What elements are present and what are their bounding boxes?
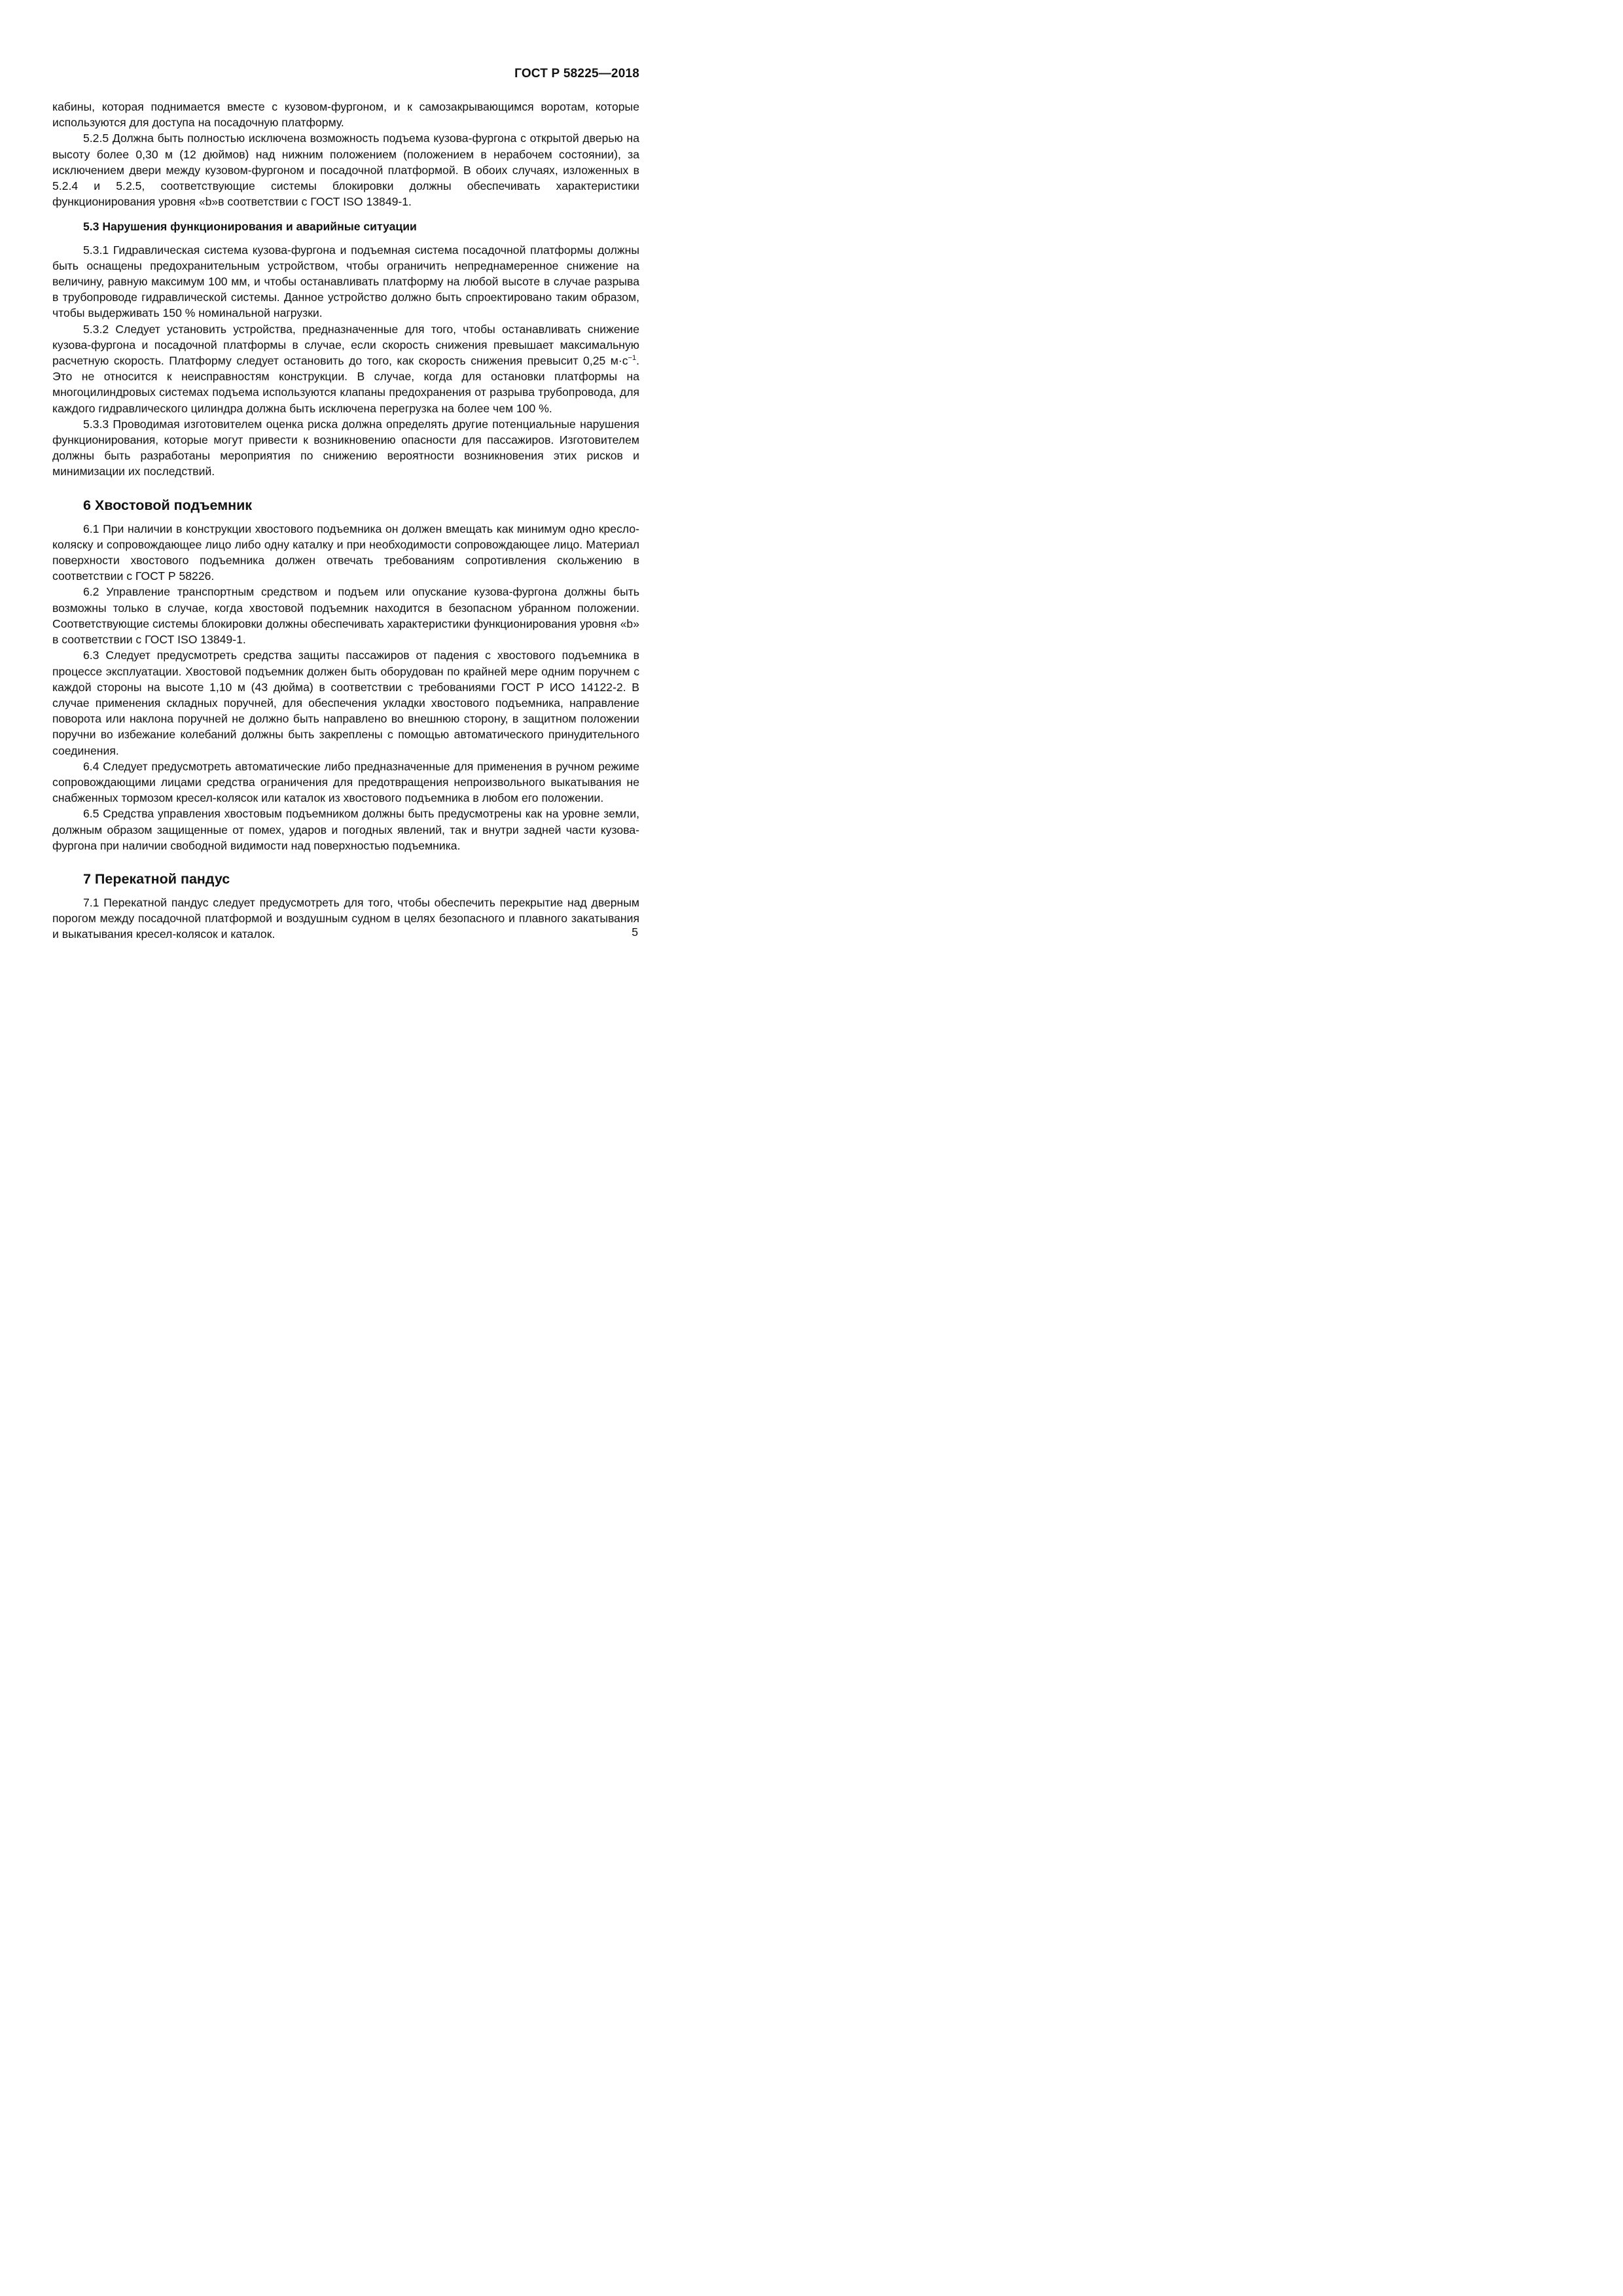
clause-6-1: 6.1 При наличии в конструкции хвостового подъемника он должен вмещать как минимум одно кресло-коляску и сопровождающее лицо либо одну каталку и при необходимости сопровождающее лицо. Материал поверхности хвостового подъемника должен отвечать требованиям сопротивления скольжению в соответствии с ГОСТ Р 58226. <box>52 522 639 583</box>
continued-paragraph: кабины, которая поднимается вместе с кузовом-фургоном, и к самозакрывающимся воротам, которые используются для доступа на посадочную платформу. <box>52 100 639 130</box>
clause-5-3-2-text-b: . Это не относится к неисправностям конструкции. В случае, когда для остановки платформы на многоцилиндровых системах подъема используются клапаны предохранения от разрыва трубопровода, для каждого гидравлического цилиндра должна быть исключена перегрузка на более чем 100 %. <box>52 354 639 415</box>
clause-7-1: 7.1 Перекатной пандус следует предусмотреть для того, чтобы обеспечить перекрытие над дверным порогом между посадочной платформой и воздушным судном в целях безопасного и плавного закатывания и выкатывания кресел-колясок и каталок. <box>52 895 639 941</box>
clause-5-3-1: 5.3.1 Гидравлическая система кузова-фургона и подъемная система посадочной платформы должны быть оснащены предохранительным устройством, чтобы ограничить непреднамеренное снижение на величину, равную максимум 100 мм, и чтобы останавливать платформу на любой высоте в случае разрыва в трубопроводе гидравлической системы. Данное устройство должно быть спроектировано таким образом, чтобы выдерживать 150 % номинальной нагрузки. <box>52 243 639 320</box>
section-heading-6: 6 Хвостовой подъемник <box>83 497 253 513</box>
clause-5-2-5: 5.2.5 Должна быть полностью исключена возможность подъема кузова-фургона с открытой дверью на высоту более 0,30 м (12 дюймов) над нижним положением (положением в нерабочем состоянии), за исключением двери между кузовом-фургоном и посадочной платформой. В обоих случаях, изложенных в 5.2.4 и 5.2.5, соответствующие системы блокировки должны обеспечивать характеристики функционирования уровня «b»в соответствии с ГОСТ ISO 13849-1. <box>52 132 639 209</box>
clause-6-2: 6.2 Управление транспортным средством и подъем или опускание кузова-фургона должны быть возможны только в случае, когда хвостовой подъемник находится в безопасном убранном положении. Соответствующие системы блокировки должны обеспечивать характеристики функционирования уровня «b» в соответствии с ГОСТ ISO 13849-1. <box>52 585 639 647</box>
document-code-header: ГОСТ Р 58225—2018 <box>514 67 639 81</box>
document-body <box>52 99 639 942</box>
section-heading-7: 7 Перекатной пандус <box>83 870 230 887</box>
clause-5-3-2-text-a: 5.3.2 Следует установить устройства, предназначенные для того, чтобы останавливать снижение кузова-фургона и посадочной платформы в случае, если скорость снижения превышает максимальную расчетную скорость. Платформу следует остановить до того, как скорость снижения превысит 0,25 м·с <box>52 322 639 368</box>
clause-6-5: 6.5 Средства управления хвостовым подъемником должны быть предусмотрены как на уровне земли, должным образом защищенные от помех, ударов и погодных явлений, так и внутри задней части кузова-фургона при наличии свободной видимости над поверхностью подъемника. <box>52 807 639 852</box>
clause-6-4: 6.4 Следует предусмотреть автоматические либо предназначенные для применения в ручном режиме сопровождающими лицами средства ограничения для предотвращения непроизвольного выкатывания не снабженных тормозом кресел-колясок или каталок из хвостового подъемника в любом его положении. <box>52 759 639 805</box>
document-page <box>0 0 722 1022</box>
subsection-heading-5-3: 5.3 Нарушения функционирования и аварийные ситуации <box>83 220 417 234</box>
page-number: 5 <box>632 925 638 939</box>
clause-6-3: 6.3 Следует предусмотреть средства защиты пассажиров от падения с хвостового подъемника в процессе эксплуатации. Хвостовой подъемник должен быть оборудован по крайней мере одним поручнем с каждой стороны на высоте 1,10 м (43 дюйма) в соответствии с требованиями ГОСТ Р ИСО 14122-2. В случае применения складных поручней, для обеспечения укладки хвостового подъемника, направление поворота или наклона поручней не должно быть направлено во внешнюю сторону, в защитном положении поручни во избежание колебаний должны быть закреплены с помощью автоматического принудительного соединения. <box>52 649 639 757</box>
clause-5-3-2 <box>52 321 639 416</box>
unit-exponent: −1 <box>628 354 637 363</box>
clause-5-3-3: 5.3.3 Проводимая изготовителем оценка риска должна определять другие потенциальные нарушения функционирования, которые могут привести к возникновению опасности для пассажиров. Изготовителем должны быть разработаны мероприятия по снижению вероятности возникновения этих рисков и минимизации их последствий. <box>52 417 639 478</box>
